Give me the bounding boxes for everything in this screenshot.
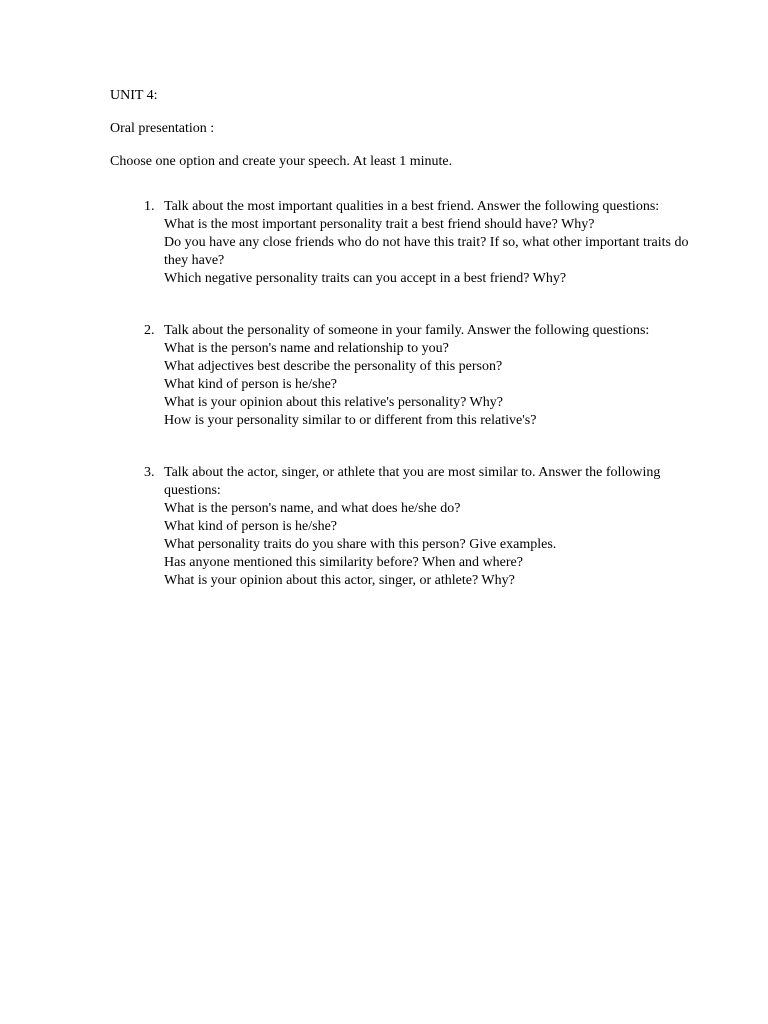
unit-heading: UNIT 4: bbox=[110, 88, 158, 103]
option-item bbox=[110, 322, 730, 430]
option-number: 2. bbox=[144, 323, 155, 338]
question: Do you have any close friends who do not have this trait? If so, what other important traits do they have? bbox=[164, 235, 689, 268]
question: What personality traits do you share with this person? Give examples. bbox=[164, 537, 557, 552]
question: How is your personality similar to or different from this relative's? bbox=[164, 413, 537, 428]
subtitle: Oral presentation : bbox=[110, 121, 215, 136]
option-number: 1. bbox=[144, 199, 155, 214]
option-prompt: Talk about the personality of someone in your family. Answer the following questions: bbox=[164, 323, 650, 338]
option-item bbox=[110, 464, 730, 590]
question: What kind of person is he/she? bbox=[164, 377, 338, 392]
document-page bbox=[110, 87, 730, 590]
question: What adjectives best describe the personality of this person? bbox=[164, 359, 503, 374]
option-prompt: Talk about the most important qualities in a best friend. Answer the following questions: bbox=[164, 199, 660, 214]
question: Which negative personality traits can you accept in a best friend? Why? bbox=[164, 271, 567, 286]
question: What is the person's name, and what does he/she do? bbox=[164, 501, 461, 516]
question: Has anyone mentioned this similarity before? When and where? bbox=[164, 555, 523, 570]
options-list bbox=[110, 198, 730, 590]
question: What kind of person is he/she? bbox=[164, 519, 338, 534]
option-prompt: Talk about the actor, singer, or athlete that you are most similar to. Answer the following questions: bbox=[164, 465, 661, 498]
option-item bbox=[110, 198, 730, 288]
question: What is the most important personality trait a best friend should have? Why? bbox=[164, 217, 595, 232]
instructions: Choose one option and create your speech. At least 1 minute. bbox=[110, 154, 453, 169]
option-number: 3. bbox=[144, 465, 155, 480]
question: What is your opinion about this actor, singer, or athlete? Why? bbox=[164, 573, 515, 588]
question: What is your opinion about this relative's personality? Why? bbox=[164, 395, 503, 410]
question: What is the person's name and relationship to you? bbox=[164, 341, 449, 356]
